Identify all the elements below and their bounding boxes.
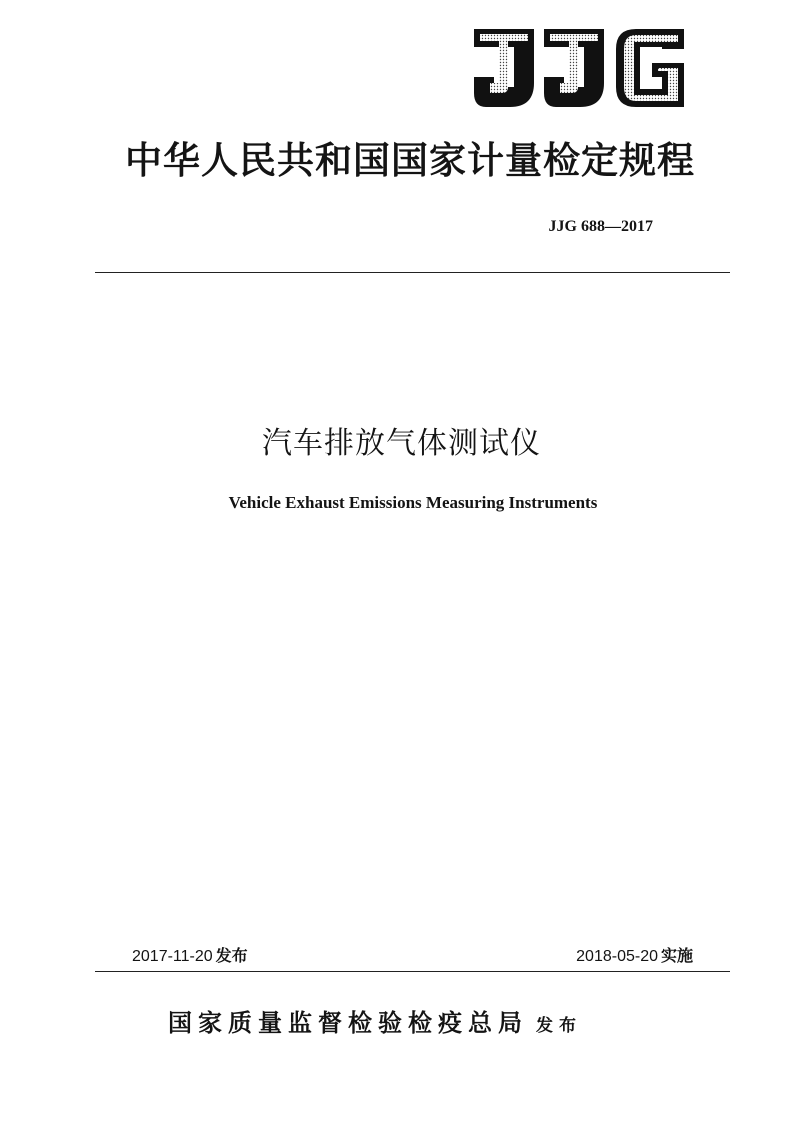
document-code: JJG 688—2017 xyxy=(548,218,653,235)
regulation-series-title: 中华人民共和国国家计量检定规程 xyxy=(125,138,695,182)
document-title-english: Vehicle Exhaust Emissions Measuring Instruments xyxy=(228,493,598,512)
logo-letter-g xyxy=(616,29,684,107)
issuer-line xyxy=(168,1003,582,1038)
issue-date-line xyxy=(132,943,248,966)
bottom-divider xyxy=(95,971,730,972)
implement-date-line xyxy=(576,943,693,966)
implement-date: 2018-05-20 xyxy=(576,948,658,965)
document-title-chinese: 汽车排放气体测试仪 xyxy=(262,426,541,461)
logo-letter-j1 xyxy=(474,29,534,107)
issue-date: 2017-11-20 xyxy=(132,948,213,965)
jjg-logo xyxy=(472,25,687,110)
implement-label: 实施 xyxy=(660,946,693,965)
issue-label: 发布 xyxy=(215,946,248,965)
issuer-name: 国家质量监督检验检疫总局 xyxy=(168,1008,528,1037)
jjg-logo-icon xyxy=(472,25,687,110)
logo-letter-j2 xyxy=(544,29,604,107)
issuer-publish-label: 发布 xyxy=(536,1016,582,1036)
top-divider xyxy=(95,272,730,273)
